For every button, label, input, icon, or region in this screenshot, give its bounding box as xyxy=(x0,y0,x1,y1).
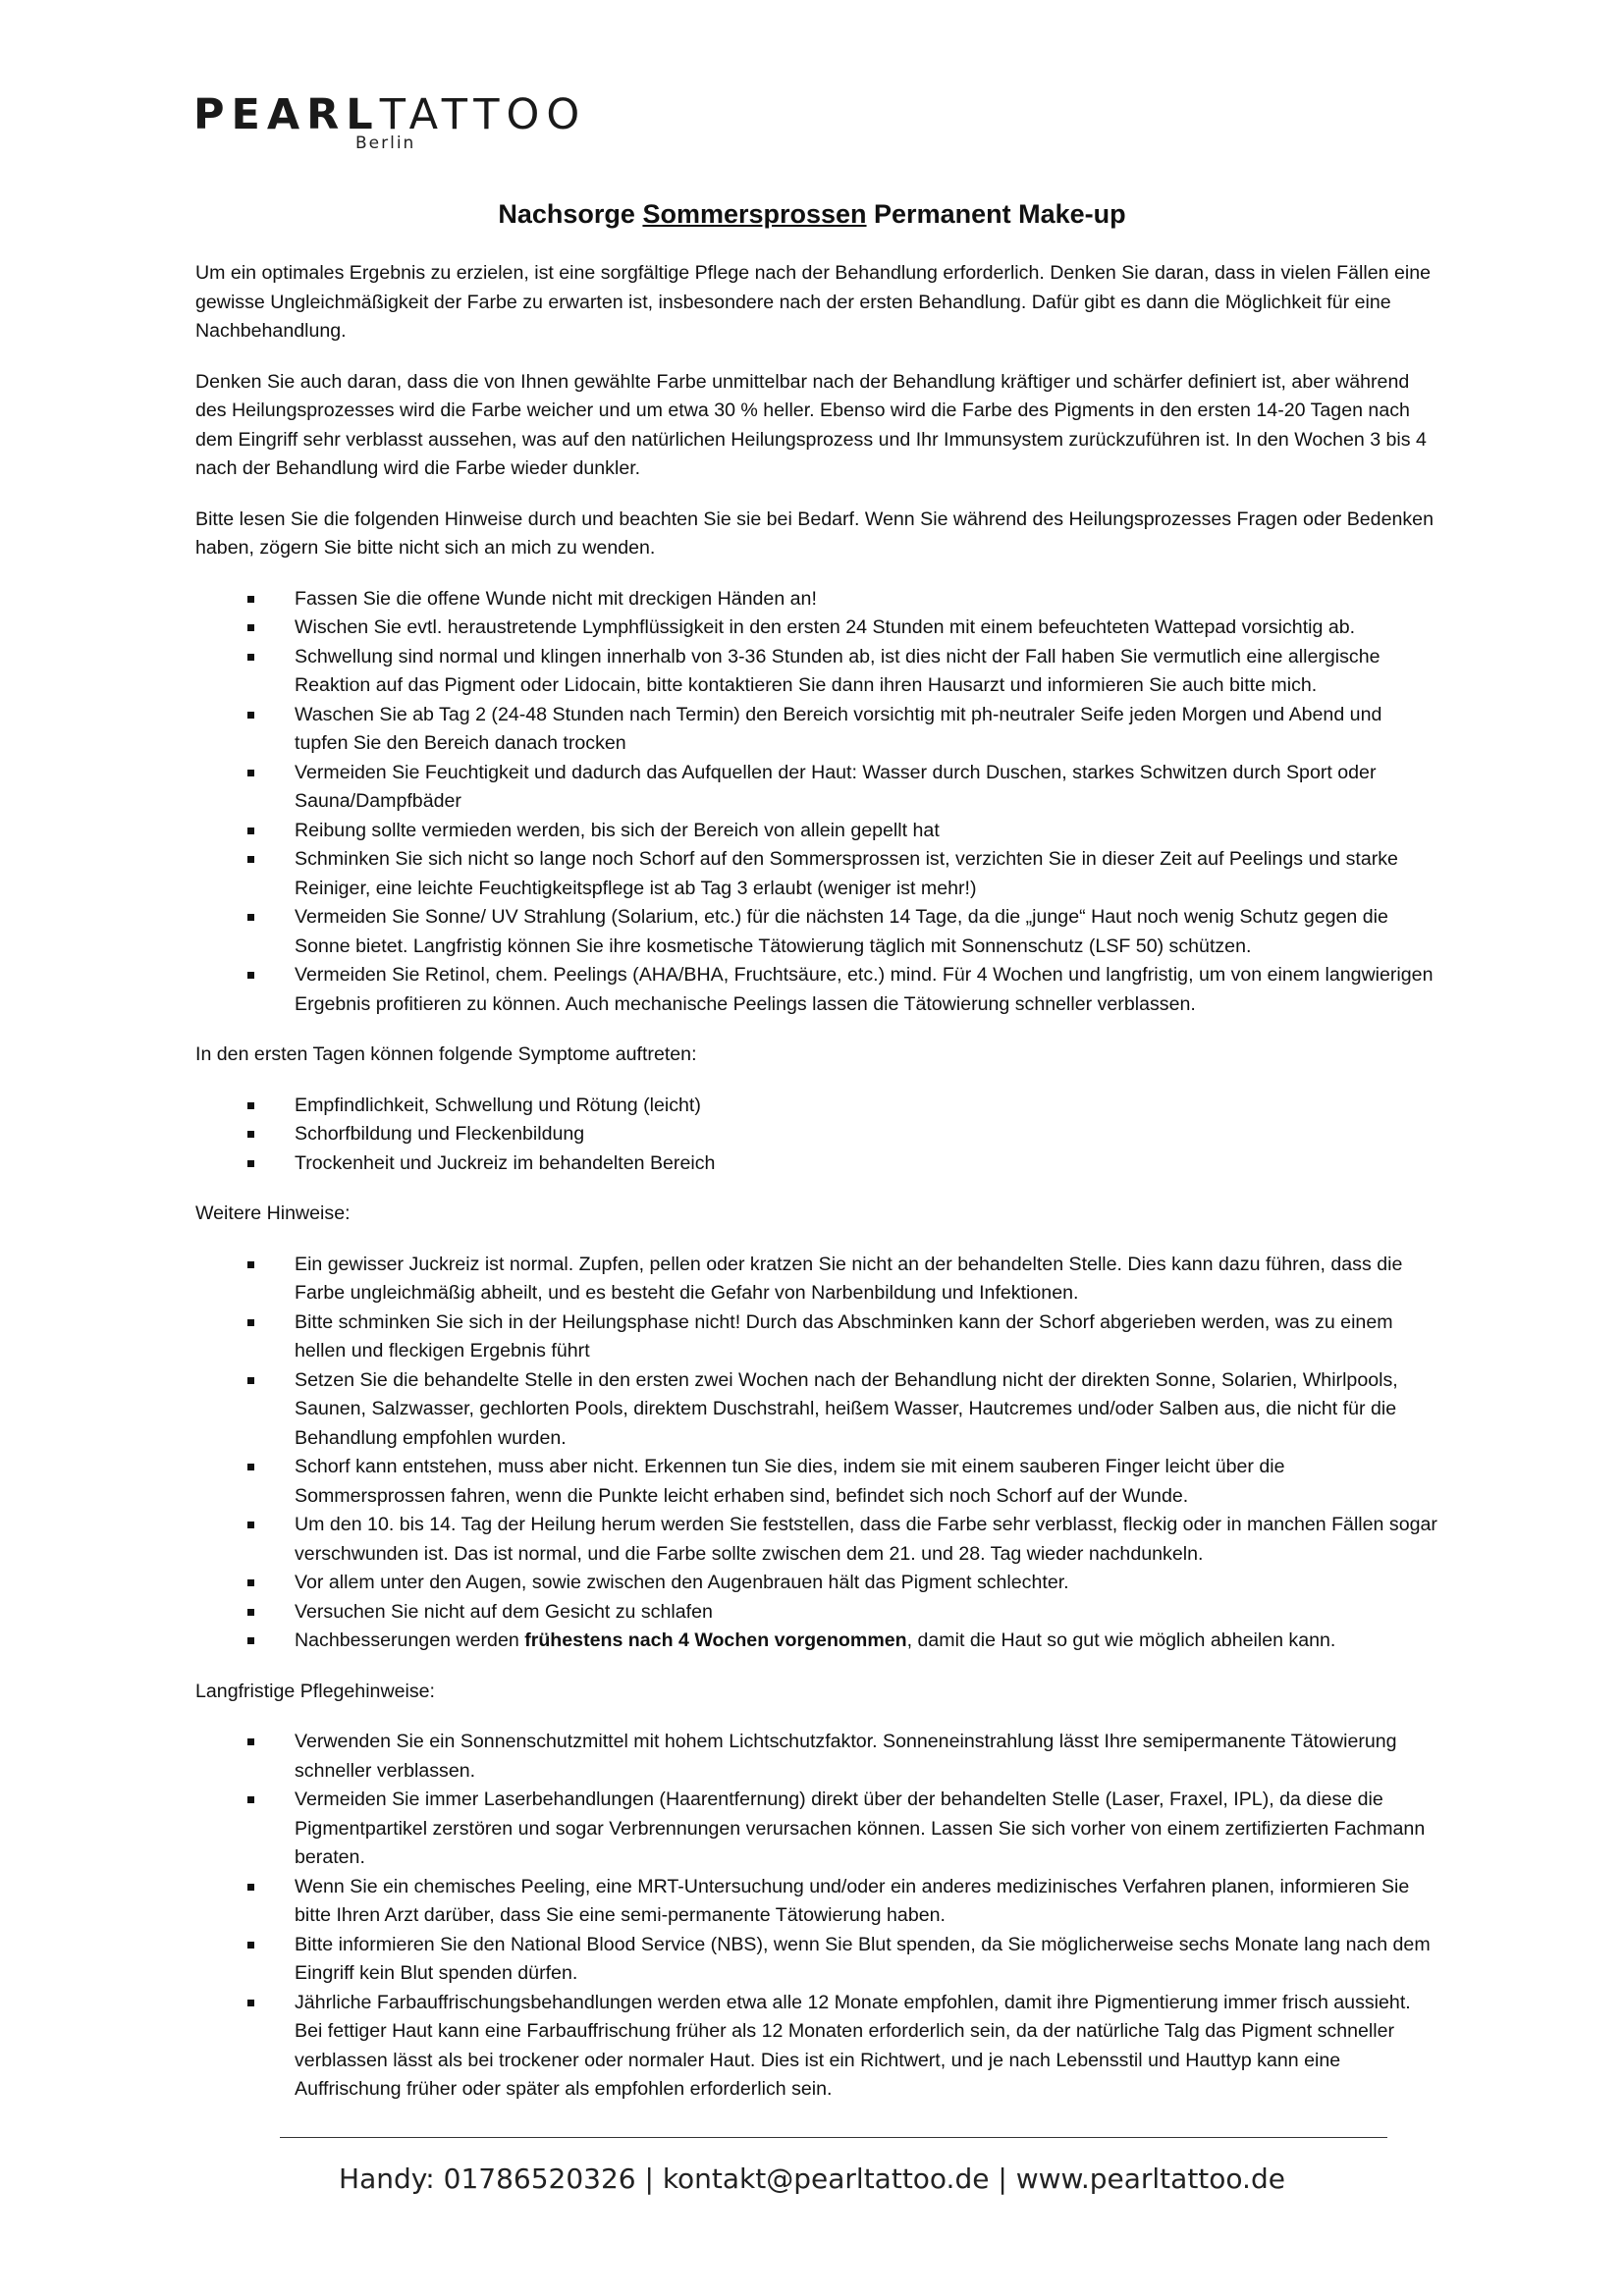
list-item-text: Vor allem unter den Augen, sowie zwischen den Augenbrauen hält das Pigment schlechter. xyxy=(295,1572,1069,1593)
list-item xyxy=(195,759,1437,817)
intro-paragraph: Um ein optimales Ergebnis zu erzielen, ist eine sorgfältige Pflege nach der Behandlung erforderlich. Denken Sie daran, dass in vielen Fällen eine gewisse Ungleichmäßigkeit der Farbe zu erwarten ist, insbesondere nach der ersten Behandlung. Dafür gibt es dann die Möglichkeit für eine Nachbehandlung. xyxy=(195,262,1431,342)
bullet-icon xyxy=(247,1579,254,1586)
list-item xyxy=(195,1251,1437,1308)
list-item xyxy=(195,1989,1437,2105)
logo-wordmark xyxy=(193,90,586,139)
list-item-text: Verwenden Sie ein Sonnenschutzmittel mit hohem Lichtschutzfaktor. Sonneneinstrahlung lässt Ihre semipermanente Tätowierung schneller verblassen. xyxy=(295,1731,1397,1782)
list-item-text-before: Nachbesserungen werden xyxy=(295,1629,525,1651)
list-item-text: Um den 10. bis 14. Tag der Heilung herum werden Sie feststellen, dass die Farbe sehr verblasst, fleckig oder in manchen Fällen sogar verschwunden ist. Das ist normal, und die Farbe sollte zwischen dem 21. und 28. Tag wieder nachdunkeln. xyxy=(295,1514,1437,1565)
bullet-icon xyxy=(247,1942,254,1949)
list-item xyxy=(195,1366,1437,1454)
symptoms-list xyxy=(195,1092,1437,1179)
bullet-icon xyxy=(247,1160,254,1167)
list-item xyxy=(195,961,1437,1019)
bullet-icon xyxy=(247,712,254,719)
section-heading-further: Weitere Hinweise: xyxy=(195,1202,351,1224)
list-item-text: Setzen Sie die behandelte Stelle in den ersten zwei Wochen nach der Behandlung nicht der direkten Sonne, Solarien, Whirlpools, Saunen, Salzwasser, gechlorten Pools, direktem Duschstrahl, heißem Wasser, Hautcremes und/oder Salben aus, die nicht für die Behandlung empfohlen wurden. xyxy=(295,1368,1398,1449)
logo-pearl: PEARL xyxy=(193,90,380,139)
bullet-icon xyxy=(247,770,254,776)
list-item xyxy=(195,1120,1437,1149)
list-item xyxy=(195,701,1437,759)
bullet-icon xyxy=(247,1464,254,1470)
list-item xyxy=(195,1931,1437,1989)
list-item xyxy=(195,1569,1437,1598)
section-heading-longterm: Langfristige Pflegehinweise: xyxy=(195,1680,435,1702)
list-item-text-after: , damit die Haut so gut wie möglich abheilen kann. xyxy=(906,1629,1336,1651)
logo-tattoo: TATTOO xyxy=(379,90,587,139)
list-item-text: Bitte informieren Sie den National Blood Service (NBS), wenn Sie Blut spenden, da Sie möglicherweise sechs Monate lang nach dem Eingriff kein Blut spenden dürfen. xyxy=(295,1933,1431,1984)
bullet-icon xyxy=(247,1261,254,1268)
list-item xyxy=(195,1308,1437,1366)
list-item-text: Trockenheit und Juckreiz im behandelten Bereich xyxy=(295,1151,716,1174)
footer-contact: Handy: 01786520326 | kontakt@pearltattoo.de | www.pearltattoo.de xyxy=(339,2163,1285,2195)
list-item xyxy=(195,643,1437,701)
list-item-text: Vermeiden Sie Sonne/ UV Strahlung (Solarium, etc.) für die nächsten 14 Tage, da die „junge“ Haut noch wenig Schutz gegen die Sonne bietet. Langfristig können Sie ihre kosmetische Tätowierung täglich mit Sonnenschutz (LSF 50) schützen. xyxy=(295,906,1388,957)
list-item-text: Schminken Sie sich nicht so lange noch Schorf auf den Sommersprossen ist, verzichten Sie in dieser Zeit auf Peelings und starke Reiniger, eine leichte Feuchtigkeitspflege ist ab Tag 3 erlaubt (weniger ist mehr!) xyxy=(295,848,1398,899)
bullet-icon xyxy=(247,828,254,834)
document-title xyxy=(0,196,1624,232)
intro-paragraph: Bitte lesen Sie die folgenden Hinweise durch und beachten Sie sie bei Bedarf. Wenn Sie während des Heilungsprozesses Fragen oder Bedenken haben, zögern Sie bitte nicht sich an mich zu wenden. xyxy=(195,507,1434,559)
list-item-text: Ein gewisser Juckreiz ist normal. Zupfen, pellen oder kratzen Sie nicht an der behandelten Stelle. Dies kann dazu führen, dass die Farbe ungleichmäßig abheilt, und es besteht die Gefahr von Narbenbildung und Infektionen. xyxy=(295,1253,1403,1304)
list-item-text: Empfindlichkeit, Schwellung und Rötung (leicht) xyxy=(295,1094,701,1116)
bullet-icon xyxy=(247,1377,254,1384)
title-prefix: Nachsorge xyxy=(498,199,643,229)
list-item xyxy=(195,1627,1437,1656)
bullet-icon xyxy=(247,1522,254,1528)
list-item xyxy=(195,845,1437,903)
bullet-icon xyxy=(247,972,254,979)
title-underlined: Sommersprossen xyxy=(642,199,867,229)
list-item xyxy=(195,817,1437,846)
brand-logo xyxy=(193,90,587,153)
bullet-icon xyxy=(247,856,254,863)
list-item xyxy=(195,1453,1437,1511)
list-item-text: Wischen Sie evtl. heraustretende Lymphflüssigkeit in den ersten 24 Stunden mit einem befeuchteten Wattepad vorsichtig ab. xyxy=(295,616,1356,638)
bullet-icon xyxy=(247,914,254,921)
bullet-icon xyxy=(247,1738,254,1745)
care-list xyxy=(195,585,1437,1020)
list-item-text: Vermeiden Sie Retinol, chem. Peelings (AHA/BHA, Fruchtsäure, etc.) mind. Für 4 Wochen und langfristig, um von einem langwierigen Ergebnis profitieren zu können. Auch mechanische Peelings lassen die Tätowierung schneller verblassen. xyxy=(295,964,1434,1015)
footer-divider xyxy=(280,2137,1387,2138)
bullet-icon xyxy=(247,1884,254,1891)
bullet-icon xyxy=(247,1131,254,1138)
list-item-text: Bitte schminken Sie sich in der Heilungsphase nicht! Durch das Abschminken kann der Schorf abgerieben werden, was zu einem hellen und fleckigen Ergebnis führt xyxy=(295,1310,1393,1362)
list-item xyxy=(195,614,1437,643)
list-item xyxy=(195,903,1437,961)
bullet-icon xyxy=(247,1102,254,1109)
document-body xyxy=(195,259,1437,2126)
list-item-text: Vermeiden Sie Feuchtigkeit und dadurch das Aufquellen der Haut: Wasser durch Duschen, starkes Schwitzen durch Sport oder Sauna/Dampfbäder xyxy=(295,761,1377,812)
list-item-text: Vermeiden Sie immer Laserbehandlungen (Haarentfernung) direkt über der behandelten Stelle (Laser, Fraxel, IPL), da diese die Pigmentpartikel zerstören und sogar Verbrennungen verursachen können. Lassen Sie sich vorher von einem zertifizierten Fachmann beraten. xyxy=(295,1789,1426,1868)
list-item-text-bold: frühestens nach 4 Wochen vorgenommen xyxy=(524,1629,907,1651)
list-item-text: Schwellung sind normal und klingen innerhalb von 3-36 Stunden ab, ist dies nicht der Fall haben Sie vermutlich eine allergische Reaktion auf das Pigment oder Lidocain, bitte kontaktieren Sie dann ihren Hausarzt und informieren Sie auch bitte mich. xyxy=(295,645,1380,696)
list-item xyxy=(195,1511,1437,1569)
list-item-text: Reibung sollte vermieden werden, bis sich der Bereich von allein gepellt hat xyxy=(295,819,940,841)
bullet-icon xyxy=(247,596,254,603)
list-item-text: Fassen Sie die offene Wunde nicht mit dreckigen Händen an! xyxy=(295,587,817,610)
list-item-text: Waschen Sie ab Tag 2 (24-48 Stunden nach Termin) den Bereich vorsichtig mit ph-neutraler Seife jeden Morgen und Abend und tupfen Sie den Bereich danach trocken xyxy=(295,703,1382,754)
bullet-icon xyxy=(247,1609,254,1616)
list-item xyxy=(195,585,1437,614)
list-item-text: Schorf kann entstehen, muss aber nicht. Erkennen tun Sie dies, indem sie mit einem sauberen Finger leicht über die Sommersprossen fahren, wenn die Punkte leicht erhaben sind, befindet sich noch Schorf auf der Wunde. xyxy=(295,1456,1285,1507)
bullet-icon xyxy=(247,654,254,661)
logo-city: Berlin xyxy=(355,133,416,153)
longterm-list xyxy=(195,1728,1437,2105)
list-item xyxy=(195,1598,1437,1628)
list-item-text: Jährliche Farbauffrischungsbehandlungen werden etwa alle 12 Monate empfohlen, damit ihre Pigmentierung immer frisch aussieht. Bei fettiger Haut kann eine Farbauffrischung früher als 12 Monaten erforderlich sein, da der natürliche Talg das Pigment schneller verblassen lässt als bei trockener oder normaler Haut. Dies ist ein Richtwert, und je nach Lebensstil und Hauttyp kann eine Auffrischung früher oder später als empfohlen erforderlich sein. xyxy=(295,1991,1411,2100)
section-heading-symptoms: In den ersten Tagen können folgende Symptome auftreten: xyxy=(195,1043,697,1065)
further-list xyxy=(195,1251,1437,1656)
bullet-icon xyxy=(247,2000,254,2006)
intro-paragraph: Denken Sie auch daran, dass die von Ihnen gewählte Farbe unmittelbar nach der Behandlung kräftiger und schärfer definiert ist, aber während des Heilungsprozesses wird die Farbe weicher und um etwa 30 % heller. Ebenso wird die Farbe des Pigments in den ersten 14-20 Tagen nach dem Eingriff sehr verblasst aussehen, was auf den natürlichen Heilungsprozess und Ihr Immunsystem zurückzuführen ist. In den Wochen 3 bis 4 nach der Behandlung wird die Farbe wieder dunkler. xyxy=(195,370,1427,479)
list-item xyxy=(195,1873,1437,1931)
list-item xyxy=(195,1786,1437,1873)
bullet-icon xyxy=(247,1796,254,1803)
bullet-icon xyxy=(247,624,254,631)
list-item xyxy=(195,1092,1437,1121)
list-item-text: Schorfbildung und Fleckenbildung xyxy=(295,1123,585,1145)
list-item-text: Wenn Sie ein chemisches Peeling, eine MRT-Untersuchung und/oder ein anderes medizinisches Verfahren planen, informieren Sie bitte Ihren Arzt darüber, dass Sie eine semi-permanente Tätowierung haben. xyxy=(295,1875,1410,1926)
list-item xyxy=(195,1149,1437,1179)
title-suffix: Permanent Make-up xyxy=(866,199,1126,229)
list-item-text: Versuchen Sie nicht auf dem Gesicht zu schlafen xyxy=(295,1600,713,1623)
list-item xyxy=(195,1728,1437,1786)
bullet-icon xyxy=(247,1637,254,1644)
bullet-icon xyxy=(247,1319,254,1326)
